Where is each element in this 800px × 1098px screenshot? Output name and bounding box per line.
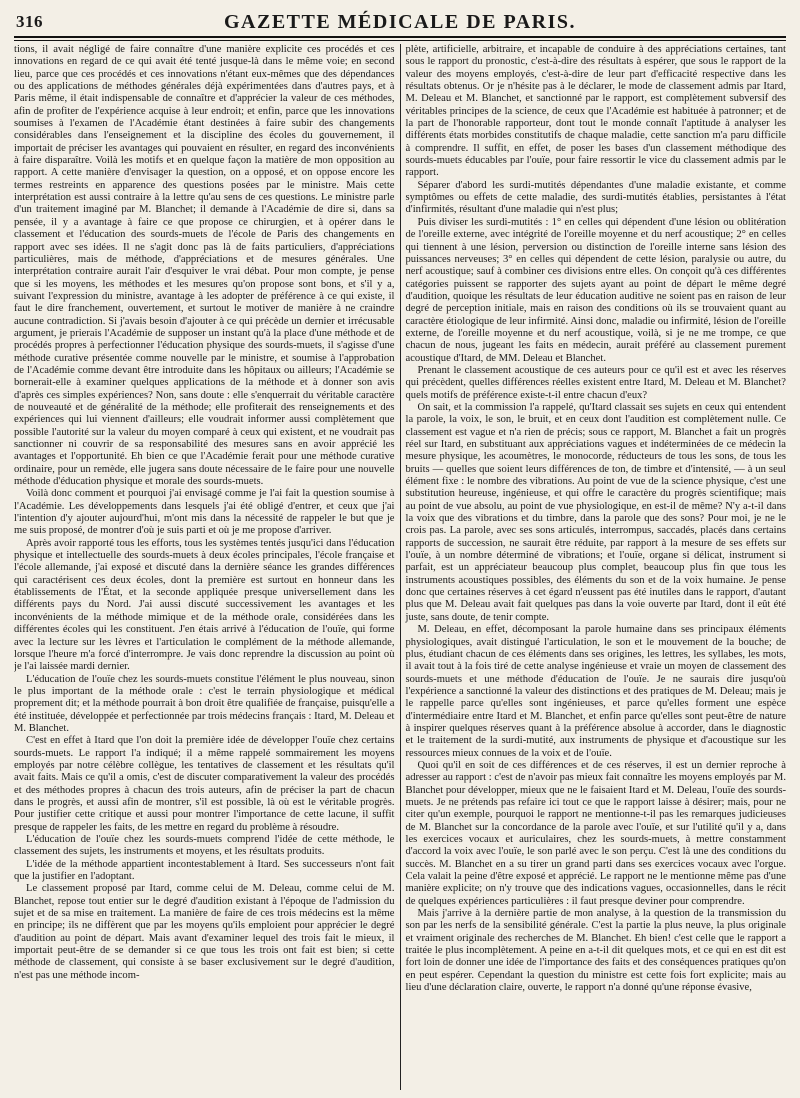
article-columns	[14, 44, 786, 1090]
paragraph: L'idée de la méthode appartient incontestablement à Itard. Ses successeurs n'ont fait que la justifier en l'adoptant.	[14, 858, 395, 883]
paragraph: plète, artificielle, arbitraire, et incapable de conduire à des appréciations certaines, tant sous le rapport du pronostic, c'est-à-dire des résultats à espérer, que sous le rapport de la valeur des moyens employés, c'est-à-dire de leur part d'efficacité respective dans les résultats obtenus. Or je n'hésite pas à le déclarer, le mode de classement admis par Itard, M. Deleau et M. Blanchet, et sanctionné par le rapport, est complètement subversif des véritables principes de la science, de ceux que l'Académie est habituée à patronner; et de la part de l'honorable rapporteur, dont tout le monde connaît l'aptitude à analyser les différents états morbides constitutifs de chaque maladie, cette sanction m'a paru difficile à comprendre. Il suffit, en effet, de poser les bases d'un classement méthodique des sourds-muets éducables par l'ouïe, pour faire ressortir le vice du classement admis par le rapport.	[405, 44, 786, 179]
right-column	[401, 44, 787, 1090]
paragraph: Voilà donc comment et pourquoi j'ai envisagé comme je l'ai fait la question soumise à l'Académie. Les développements dans lesquels j'ai été obligé d'entrer, et ceux que j'ai l'intention d'y ajouter aujourd'hui, m'ont mis dans la nécessité de rappeler le but que je me suis proposé, de montrer d'où je suis parti et où je me propose d'arriver.	[14, 488, 395, 537]
page-header	[14, 10, 786, 38]
journal-title: GAZETTE MÉDICALE DE PARIS.	[223, 11, 577, 33]
paragraph: M. Deleau, en effet, décomposant la parole humaine dans ses principaux éléments physiologiques, avait distingué l'articulation, le son et le mouvement de la bouche; de plus, étudiant chacun de ces éléments dans ses origines, les lettres, les syllabes, les mots, il avait tout à la fois tiré de cette analyse ingénieuse et vraie un moyen de classement des sourds-muets et une méthode d'éducation de l'ouïe. Je ne saurais dire jusqu'où l'expérience a sanctionné la valeur des distinctions et des pratiques de M. Deleau; mais je le rappelle parce qu'elles sont ingénieuses, et parce qu'elles forment une espèce d'intermédiaire entre Itard et M. Blanchet, et enfin parce qu'elles sont peut-être de nature à inspirer quelques réserves quant à la préférence absolue à accorder, dans le diagnostic et le traitement de la surdi-mutité, aux instruments de physique et d'acoustique sur les ressources mieux connues de la voix et de l'ouïe.	[405, 624, 786, 759]
paragraph: Le classement proposé par Itard, comme celui de M. Deleau, comme celui de M. Blanchet, repose tout entier sur le degré d'audition existant à l'époque de l'admission du sujet et de sa mise en traitement. La manière de faire de ces trois médecins est la même en principe; ils ne diffèrent que par les moyens qu'ils emploient pour apprécier le degré d'audition au point de départ. Mais avant d'examiner lequel des trois fait le mieux, il importait peut-être de se demander si ce que tous les trois ont fait est bien; si cette méthode de classement, qui consiste à se baser exclusivement sur le degré d'audition, n'est pas une méthode incom-	[14, 883, 395, 981]
paragraph: On sait, et la commission l'a rappelé, qu'Itard classait ses sujets en ceux qui entendent la parole, la voix, le son, le bruit, et en ceux dont l'audition est complètement nulle. Ce classement est vague et n'a rien de précis; sous ce rapport, M. Blanchet a fait un progrès réel sur Itard, en substituant aux appréciations vagues et indéterminées de ce médecin la mesure physique, les acoumètres, le monocorde, réducteurs de tous les sons, de tous les bruits — quelles que soient leurs différences de ton, de timbre et d'intensité, — à un seul élément fixe : le nombre des vibrations. Au point de vue de la science physique, c'est une substitution heureuse, ingénieuse, et qui offre le caractère du progrès scientifique; mais au point de vue absolu, au point de vue physiologique, en est-il de même? N'y a-t-il dans la voix que des vibrations et du timbre, dans la parole que des sons? Pour moi, je ne le crois pas. La parole, avec ses sons articulés, interrompus, saccadés, placés dans certains rapports de succession, ne saurait être réduite, par rapport à la mesure de ses effets sur l'ouïe, à un nombre déterminé de vibrations; et l'ouïe, organe si délicat, instrument si parfait, est un appréciateur beaucoup plus complet, beaucoup plus fin que tous les instruments acoustiques possibles, des éléments du son et de la voix humaine. Je pense donc que certaines réserves à cet égard n'eussent pas été inutiles dans le rapport, d'autant plus que M. Deleau avait fait quelques pas dans la voie ouverte par Itard, dont il eût été juste, sans doute, de tenir compte.	[405, 401, 786, 623]
paragraph: L'éducation de l'ouïe chez les sourds-muets constitue l'élément le plus nouveau, sinon le plus important de la méthode orale : c'est le terrain physiologique et médical proprement dit; et la méthode pourrait à bon droit être qualifiée de française, puisqu'elle a été instituée, développée et perfectionnée par trois médecins français : Itard, M. Deleau et M. Blanchet.	[14, 673, 395, 734]
paragraph: L'éducation de l'ouïe chez les sourds-muets comprend l'idée de cette méthode, le classement des sujets, les instruments et moyens, et les résultats produits.	[14, 834, 395, 858]
paragraph: Quoi qu'il en soit de ces différences et de ces réserves, il est un dernier reproche à adresser au rapport : c'est de n'avoir pas mieux fait connaître les moyens employés par M. Blanchet pour développer, mieux que ne le faisaient Itard et M. Deleau, l'ouïe des sourds-muets. Je ne prétends pas refaire ici tout ce que le rapport laisse à désirer; mais, pour ne citer qu'un exemple, pourquoi le rapport ne mentionne-t-il pas les remarques judicieuses de M. Blanchet sur la concordance de la parole avec l'ouïe, et sur l'utilité qu'il y a, dans les exercices vocaux et auriculaires, chez les sourds-muets, à mettre constamment d'accord la voix avec l'ouïe, le son parlé avec le son perçu. C'est là une des conditions du succès. M. Blanchet en a su tirer un grand parti dans ses exercices vocaux avec l'orgue. Cela valait la peine d'être exposé et apprécié. Le rapport ne le mentionne même pas d'une manière explicite; on n'y trouve que des indications vagues, occasionnelles, dans le récit de quelques expériences particulières : il faut presque deviner pour comprendre.	[405, 759, 786, 907]
paragraph: tions, il avait négligé de faire connaître d'une manière explicite ces procédés et ces innovations en regard de ce qui avait été tenté jusque-là dans le même voie; en second lieu, parce que ces procédés et ces innovations n'étant eux-mêmes que des dépendances ou des applications de méthodes générales déjà expérimentées dans d'autres pays, et à Paris même, il était indispensable de connaître et d'apprécier la valeur de ces méthodes, afin de profiter de l'expérience acquise à leur endroit; et enfin, parce que les innovations soumises à l'examen de l'Académie étant destinées à faire subir des changements considérables dans l'enseignement et la discipline des écoles du gouvernement, il importait de préciser les avantages qui pouvaient en résulter, en regard des inconvénients à faire disparaître. Voilà les motifs et en quelque façon la matière de mon opposition au rapport. A cette manière d'envisager la question, on a opposé, et on oppose encore les termes restreints en apparence des questions posées par le ministre. Mais cette interprétation est aussi contraire à la lettre qu'au sens de ces questions. Le ministre parle d'un traitement imaginé par M. Blanchet; il demande à l'Académie de dire si, dans sa pensée, il y a avantage à faire ce que propose ce chirurgien, et à opérer dans le classement et l'éducation des sourds-muets de l'école de Paris des changements en rapport avec ses idées. Il ne s'agit donc pas là de faits particuliers, d'appréciations particulières, mais de méthode, d'appréciations et de mesures générales. Une interprétation contraire aurait l'air d'esquiver le vrai débat. Pour mon compte, je pense que si les moyens, les méthodes et les mesures qu'on propose sont bons, et s'il y a, suivant l'expression du ministre, avantage à les adopter de préférence à ce qui existe, il faut le dire franchement, ouvertement, et surtout le motiver de manière à ne craindre aucune contradiction. Si j'avais besoin d'ajouter à ce qui précède un dernier et irrécusable argument, je prierais l'Académie de supposer un instant qu'à la place d'une méthode et de procédés propres à perfectionner l'éducation physique des sourds-muets, il s'agisse d'une méthode curative présentée comme nouvelle par le ministre, et soumise à l'approbation de l'Académie comme devant être introduite dans les hôpitaux ou ailleurs; l'Académie se bornerait-elle à examiner quelques applications de la méthode et à donner son avis d'après ces simples expériences? Non, sans doute : elle s'enquerrait du véritable caractère de nouveauté et de généralité de la méthode; elle profiterait des renseignements et des expériences qui lui viennent d'ailleurs; elle voudrait informer aussi complètement que possible l'autorité sur la valeur du moyen comparé à ceux qui existent, et ne voudrait pas sanctionner ni couvrir de sa responsabilité des mesures sans en avoir apprécié les avantages et l'opportunité. Eh bien ce que l'Académie ferait pour une méthode curative ordinaire, pour un remède, elle jugera sans doute nécessaire de le faire pour une nouvelle méthode d'éducation physique et morale des sourds-muets.	[14, 44, 395, 488]
header-rule	[14, 40, 786, 41]
paragraph: C'est en effet à Itard que l'on doit la première idée de développer l'ouïe chez certains sourds-muets. Le rapport l'a indiqué; il a même rappelé sommairement les moyens employés par notre célèbre collègue, les tentatives de classement et les résultats qu'il avait faits. Mais ce qu'il a omis, c'est de discuter comparativement la valeur des procédés et des méthodes propres à chacun des trois auteurs, afin de préciser la part de chacun dans le progrès, et aussi afin de montrer, s'il est possible, là où est le véritable progrès. Pour justifier cette critique et aussi pour montrer l'importance de cette lacune, il suffit presque de rappeler les faits, de les mettre en regard du problème à résoudre.	[14, 735, 395, 833]
paragraph: Séparer d'abord les surdi-mutités dépendantes d'une maladie existante, et comme symptômes ou effets de cette maladie, des surdi-mutités établies, persistantes à l'état d'infirmités, résultant d'une maladie qui n'est plus;	[405, 179, 786, 216]
paragraph: Après avoir rapporté tous les efforts, tous les systèmes tentés jusqu'ici dans l'éducation physique et intellectuelle des sourds-muets à deux écoles principales, l'école française et l'école allemande, j'ai exposé et discuté dans la dernière séance les grandes différences qui caractérisent ces deux écoles, dont la première est surtout en honneur dans les établissements de l'État, et la seconde appliquée presque universellement dans les différents pays du Nord. J'ai aussi discuté successivement les avantages et les inconvénients de la méthode mimique et de la méthode orale, considérées dans les différentes écoles qui les constituent. J'en étais arrivé à l'éducation de l'ouïe, qui forme avec la lecture sur les lèvres et l'articulation le complément de la méthode allemande, lorsque l'heure m'a forcé d'interrompre. Je vais donc reprendre la discussion au point où je l'ai laissée mardi dernier.	[14, 537, 395, 673]
paragraph: Mais j'arrive à la dernière partie de mon analyse, à la question de la transmission du son par les nerfs de la sensibilité générale. C'est la partie la plus neuve, la plus originale et vraiment originale des recherches de M. Blanchet. Eh bien! c'est celle que le rapport a traitée le plus incomplètement. A peine en a-t-il dit quelques mots, et ce qui en est dit est fort loin de donner une idée de l'importance des faits et des conséquences pratiques qu'on en peut espérer. Cependant la question du ministre est cette fois fort explicite; mais au lieu d'une déclaration claire, ouverte, le rapport n'a donné qu'une réponse évasive,	[405, 908, 786, 994]
newspaper-page	[14, 10, 786, 1090]
page-number: 316	[16, 12, 43, 31]
paragraph: Prenant le classement acoustique de ces auteurs pour ce qu'il est et avec les réserves qui précèdent, quelles différences réelles existent entre Itard, M. Deleau et M. Blanchet? quels motifs de préférence existe-t-il entre chacun d'eux?	[405, 364, 786, 401]
paragraph: Puis diviser les surdi-mutités : 1° en celles qui dépendent d'une lésion ou oblitération de l'oreille externe, avec intégrité de l'oreille moyenne et du nerf acoustique; 2° en celles qui tiennent à une lésion, perversion ou distinction de l'oreille interne sans lésion des puissances nerveuses; 3° en celles qui dépendent de cette lésion, paralysie ou autre, du nerf acoustique; sauf à combiner ces divisions entre elles. On conçoit qu'à ces différentes catégories puissent se rapporter des sujets ayant au point de départ le même degré d'audition, quoique les résultats de leur éducation auditive ne soient pas en raison de leur degré de perception initiale, mais en raison des conditions où ils se trouvaient quant au caractère étiologique de leur infirmité. Ainsi donc, maladie ou infirmité, lésion de l'oreille externe, de l'oreille moyenne et du nerf acoustique, voilà, si je ne me trompe, ce que chacun de nous, jugeant les faits en médecin, aurait préféré au classement purement acoustique d'Itard, de MM. Deleau et Blanchet.	[405, 216, 786, 364]
left-column	[14, 44, 400, 1090]
